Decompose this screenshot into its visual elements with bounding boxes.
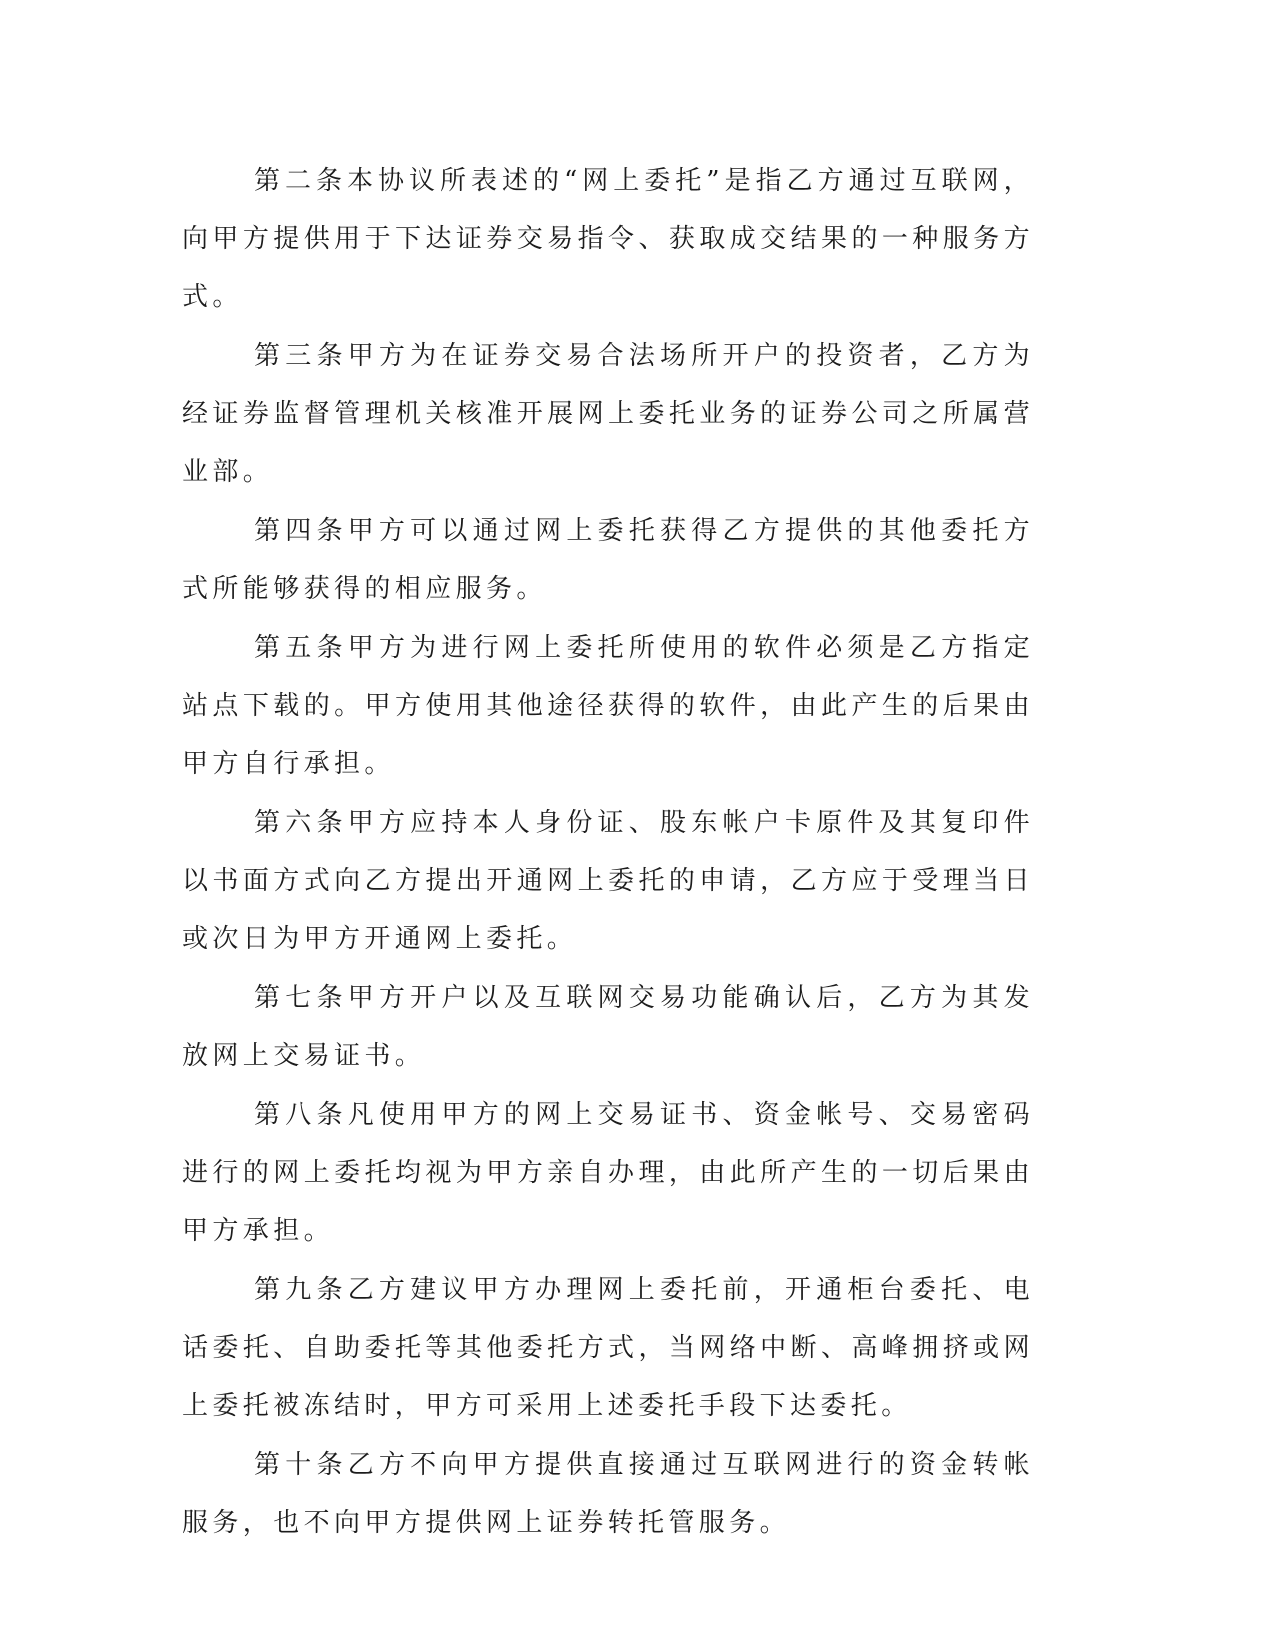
article-5-paragraph: 第五条甲方为进行网上委托所使用的软件必须是乙方指定站点下载的。甲方使用其他途径获得的软件，由此产生的后果由甲方自行承担。 <box>182 633 1034 779</box>
article-9-paragraph: 第九条乙方建议甲方办理网上委托前，开通柜台委托、电话委托、自助委托等其他委托方式，当网络中断、高峰拥挤或网上委托被冻结时，甲方可采用上述委托手段下达委托。 <box>182 1275 1034 1421</box>
document-body <box>182 152 1034 1553</box>
article-7-paragraph: 第七条甲方开户以及互联网交易功能确认后，乙方为其发放网上交易证书。 <box>182 983 1034 1071</box>
article-3-paragraph: 第三条甲方为在证券交易合法场所开户的投资者，乙方为经证券监督管理机关核准开展网上委托业务的证券公司之所属营业部。 <box>182 341 1034 487</box>
article-4-paragraph: 第四条甲方可以通过网上委托获得乙方提供的其他委托方式所能够获得的相应服务。 <box>182 516 1034 604</box>
article-6-paragraph: 第六条甲方应持本人身份证、股东帐户卡原件及其复印件以书面方式向乙方提出开通网上委托的申请，乙方应于受理当日或次日为甲方开通网上委托。 <box>182 808 1034 954</box>
article-2-paragraph: 第二条本协议所表述的“网上委托”是指乙方通过互联网，向甲方提供用于下达证券交易指令、获取成交结果的一种服务方式。 <box>182 166 1034 312</box>
article-10-paragraph: 第十条乙方不向甲方提供直接通过互联网进行的资金转帐服务，也不向甲方提供网上证券转托管服务。 <box>182 1450 1034 1538</box>
article-8-paragraph: 第八条凡使用甲方的网上交易证书、资金帐号、交易密码进行的网上委托均视为甲方亲自办理，由此所产生的一切后果由甲方承担。 <box>182 1100 1034 1246</box>
